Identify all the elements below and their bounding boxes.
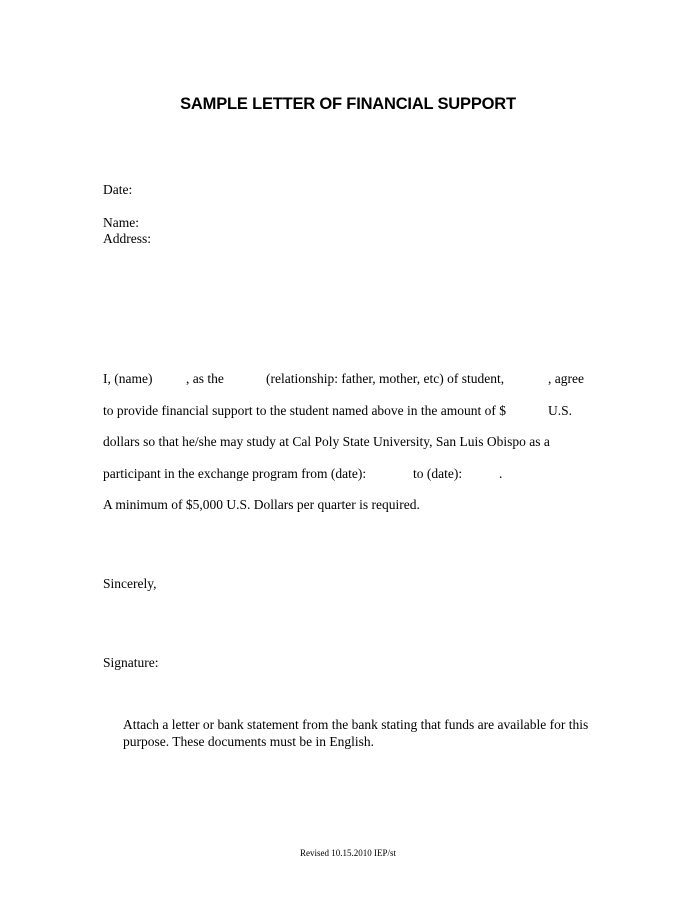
page-title: SAMPLE LETTER OF FINANCIAL SUPPORT [180,95,516,113]
address-label: Address: [103,231,151,246]
paragraph-line4-period: . [499,466,503,481]
date-label: Date: [103,182,133,197]
minimum-requirement: A minimum of $5,000 U.S. Dollars per quarter is required. [103,497,420,512]
paragraph-line1-as-the: , as the [186,371,224,386]
attachment-note-line2: purpose. These documents must be in English. [123,734,374,749]
paragraph-line2-us: U.S. [548,403,573,418]
revision-footer: Revised 10.15.2010 IEP/st [300,848,396,858]
paragraph-line1-name: I, (name) [103,371,153,386]
signature-label: Signature: [103,655,159,670]
paragraph-line1-agree: , agree [548,371,584,386]
paragraph-line4-to-date: to (date): [413,466,463,481]
paragraph-line1-relationship: (relationship: father, mother, etc) of student, [266,371,505,386]
name-label: Name: [103,215,139,230]
paragraph-line2-amount: to provide financial support to the student named above in the amount of $ [103,403,507,418]
attachment-note-line1: Attach a letter or bank statement from the bank stating that funds are available for this [123,717,589,732]
paragraph-line4-from-date: participant in the exchange program from (date): [103,466,367,481]
closing-sincerely: Sincerely, [103,576,157,591]
paragraph-line3: dollars so that he/she may study at Cal Poly State University, San Luis Obispo as a [103,434,550,449]
